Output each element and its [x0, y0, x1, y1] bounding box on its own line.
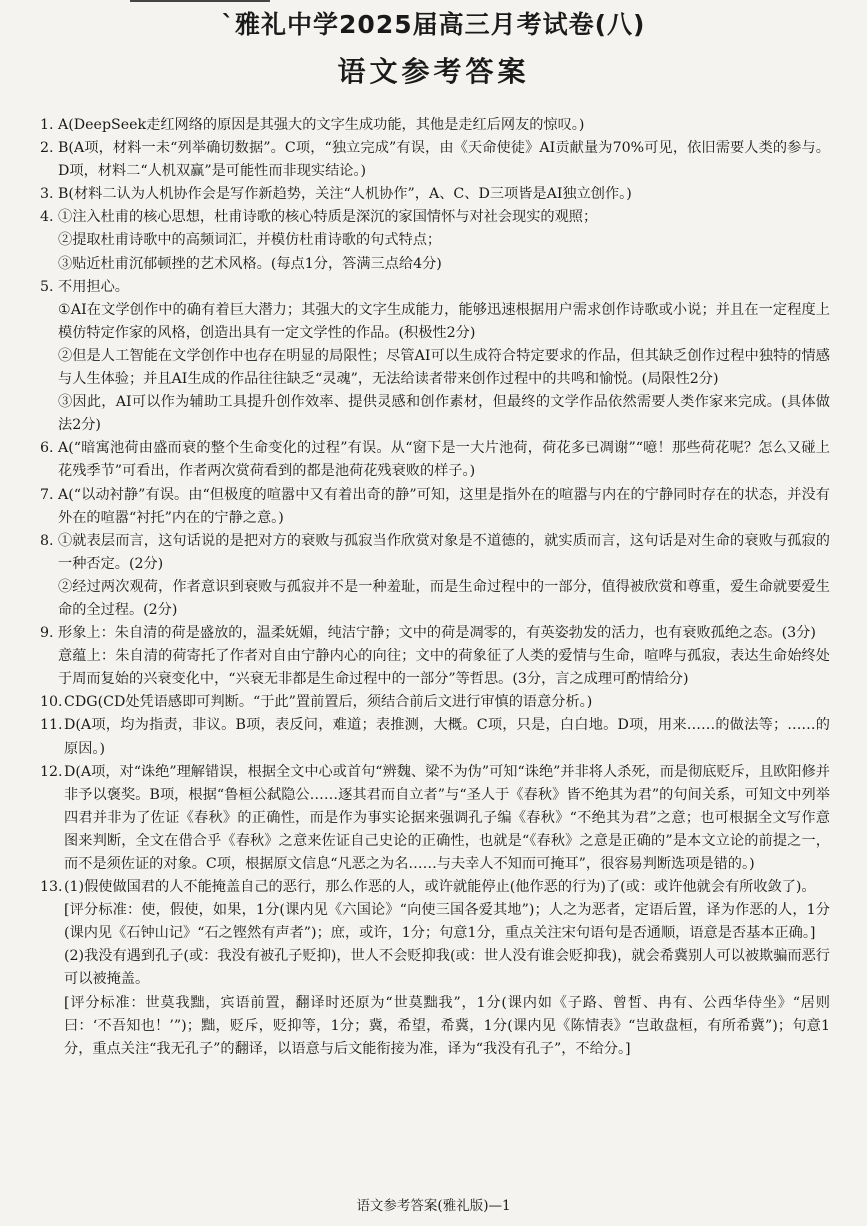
- answer-number: 8.: [40, 532, 54, 549]
- answer-number: 3.: [40, 186, 54, 203]
- answer-number: 5.: [40, 278, 54, 295]
- answer-text: A(“以动衬静”有误。由“但极度的喧嚣中又有着出奇的静”可知，这里是指外在的喧嚣与内在的宁静同时存在的状态，并没有外在的喧嚣“衬托”内在的宁静之意。): [58, 486, 830, 526]
- answer-item: [40, 761, 830, 876]
- answer-text: ②但是人工智能在文学创作中也存在明显的局限性；尽管AI可以生成符合特定要求的作品，但其缺乏创作过程中独特的情感与人生体验；并且AI生成的作品往往缺乏“灵魂”，无法给读者带来创作过程中的共鸣和愉悦。(局限性2分): [58, 347, 830, 388]
- answer-number: 13.: [40, 879, 63, 896]
- answer-text: B(材料二认为人机协作会是写作新趋势，关注“人机协作”，A、C、D三项皆是AI独立创作。): [58, 186, 632, 203]
- answer-text: A(“暗寓池荷由盛而衰的整个生命变化的过程”有误。从“窗下是一大片池荷，荷花多已凋谢”“噫！那些荷花呢？怎么又碰上花残季节”可看出，作者两次赏荷看到的都是池荷花残衰败的样子。): [58, 440, 830, 480]
- answer-number: 9.: [40, 625, 54, 642]
- answer-item: [40, 183, 830, 206]
- answer-number: 11.: [40, 717, 63, 734]
- answer-number: 10.: [40, 694, 63, 711]
- answer-item: [40, 530, 830, 622]
- scan-mark: [130, 0, 270, 2]
- answer-item: [40, 114, 830, 137]
- answer-item: [40, 691, 830, 714]
- answer-number: 4.: [40, 209, 54, 226]
- answer-number: 1.: [40, 117, 54, 133]
- page-subtitle: 语文参考答案: [337, 55, 530, 88]
- answer-text: (2)我没有遇到孔子(或：我没有被孔子贬抑)，世人不会贬抑我(或：世人没有谁会贬抑我)，就会希冀别人可以被欺骗而恶行可以被掩盖。: [64, 948, 830, 988]
- answer-number: 2.: [40, 140, 54, 157]
- answer-text: 意蕴上：朱自清的荷寄托了作者对自由宁静内心的向往；文中的荷象征了人类的爱情与生命，喧哗与孤寂，表达生命始终处于周而复始的兴衰变化中，“兴衰无非都是生命过程中的一部分”等哲思。(3分，言之成理可酌情给分): [58, 648, 830, 688]
- answer-text: B(A项，材料一未“列举确切数据”。C项，“独立完成”有误，由《天命使徒》AI贡献量为70%可见，依旧需要人类的参与。D项，材料二“人机双赢”是可能性而非现实结论。): [58, 140, 830, 180]
- answer-text: (1)假使做国君的人不能掩盖自己的恶行，那么作恶的人，或许就能停止(他作恶的行为)了(或：或许他就会有所收敛了)。: [64, 879, 816, 896]
- answer-text: ③贴近杜甫沉郁顿挫的艺术风格。(每点1分，答满三点给4分): [58, 255, 442, 272]
- answer-item: [40, 206, 830, 275]
- answer-text: A(DeepSeek走红网络的原因是其强大的文字生成功能，其他是走红后网友的惊叹。): [58, 117, 585, 133]
- answer-text: D(A项，对“诛绝”理解错误，根据全文中心或首句“辨魏、梁不为伪”可知“诛绝”并非将人杀死，而是彻底贬斥，且欧阳修并非予以褒奖。B项，根据“鲁桓公弑隐公……逐其君而自立者”与“圣人于《春秋》皆不绝其为君”的句间关系，可知文中列举四君并非为了佐证《春秋》的正确性，而是作为事实论据来强调孔子编《春秋》“不绝其为君”之意；也可根据全文写作意图来判断，全文在借合乎《春秋》之意来佐证自己史论的正确性，也就是“《春秋》之意是正确的”是本文立论的前提之一，而不是须佐证的对象。C项，根据原文信息“凡恶之为名……与夫幸人不知而可掩耳”，很容易判断选项是错的。): [64, 763, 830, 872]
- answer-text: ①就表层而言，这句话说的是把对方的衰败与孤寂当作欣赏对象是不道德的，就实质而言，这句话是对生命的衰败与孤寂的一种否定。(2分): [58, 532, 830, 572]
- answer-text: ③因此，AI可以作为辅助工具提升创作效率、提供灵感和创作素材，但最终的文学作品依然需要人类作家来完成。(具体做法2分): [58, 394, 830, 434]
- answer-text: CDG(CD处凭语感即可判断。“于此”置前置后，须结合前后文进行审慎的语意分析。): [64, 694, 593, 711]
- answer-text: 不用担心。: [58, 278, 129, 295]
- answer-text: D(A项，均为指责，非议。B项，表反问，难道；表推测，大概。C项，只是，白白地。D项，用来……的做法等；……的原因。): [64, 717, 830, 757]
- answer-item: [40, 484, 830, 530]
- answer-text: ②经过两次观荷，作者意识到衰败与孤寂并不是一种羞耻，而是生命过程中的一部分，值得被欣赏和尊重，爱生命就要爱生命的全过程。(2分): [58, 578, 830, 618]
- answer-number: 7.: [40, 486, 54, 503]
- answer-number: 12.: [40, 763, 63, 780]
- answer-list: [40, 114, 830, 1061]
- answer-text: ②提取杜甫诗歌中的高频词汇，并模仿杜甫诗歌的句式特点；: [58, 232, 442, 249]
- answer-item: [40, 876, 830, 1061]
- answer-item: [40, 437, 830, 483]
- answer-text: ①注入杜甫的核心思想，杜甫诗歌的核心特质是深沉的家国情怀与对社会现实的观照；: [58, 209, 598, 226]
- answer-text: 形象上：朱自清的荷是盛放的，温柔妩媚，纯洁宁静；文中的荷是凋零的，有英姿勃发的活力，也有衰败孤绝之态。(3分): [58, 625, 816, 642]
- answer-text: ①AI在文学创作中的确有着巨大潜力；其强大的文字生成能力，能够迅速根据用户需求创作诗歌或小说；并且在一定程度上模仿特定作家的风格，创造出具有一定文学性的作品。(积极性2分): [58, 301, 830, 341]
- answer-number: 6.: [40, 440, 54, 457]
- answer-item: [40, 137, 830, 183]
- page-footer: 语文参考答案(雅礼版)—1: [356, 1198, 511, 1214]
- answer-text: [评分标准：世莫我黜，宾语前置，翻译时还原为“世莫黜我”，1分(课内如《子路、曾皙、冉有、公西华侍坐》“居则曰：‘不吾知也！’”)；黜，贬斥，贬抑等，1分；冀，希望，希冀，1分(课内见《陈情表》“岂敢盘桓，有所希冀”)；句意1分，重点关注“我无孔子”的翻译，以语意与后文能衔接为准，译为“我没有孔子”，不给分。]: [64, 994, 830, 1057]
- answer-item: [40, 622, 830, 691]
- answer-item: [40, 276, 830, 438]
- answer-text: [评分标准：使，假使，如果，1分(课内见《六国论》“向使三国各爱其地”)；人之为恶者，定语后置，译为作恶的人，1分(课内见《石钟山记》“石之铿然有声者”)；庶，或许，1分；句意1分，重点关注宋句语句是否通顺，语意是否基本正确。]: [64, 902, 830, 942]
- answer-item: [40, 714, 830, 760]
- page-title: `雅礼中学2025届高三月考试卷(八): [221, 10, 646, 39]
